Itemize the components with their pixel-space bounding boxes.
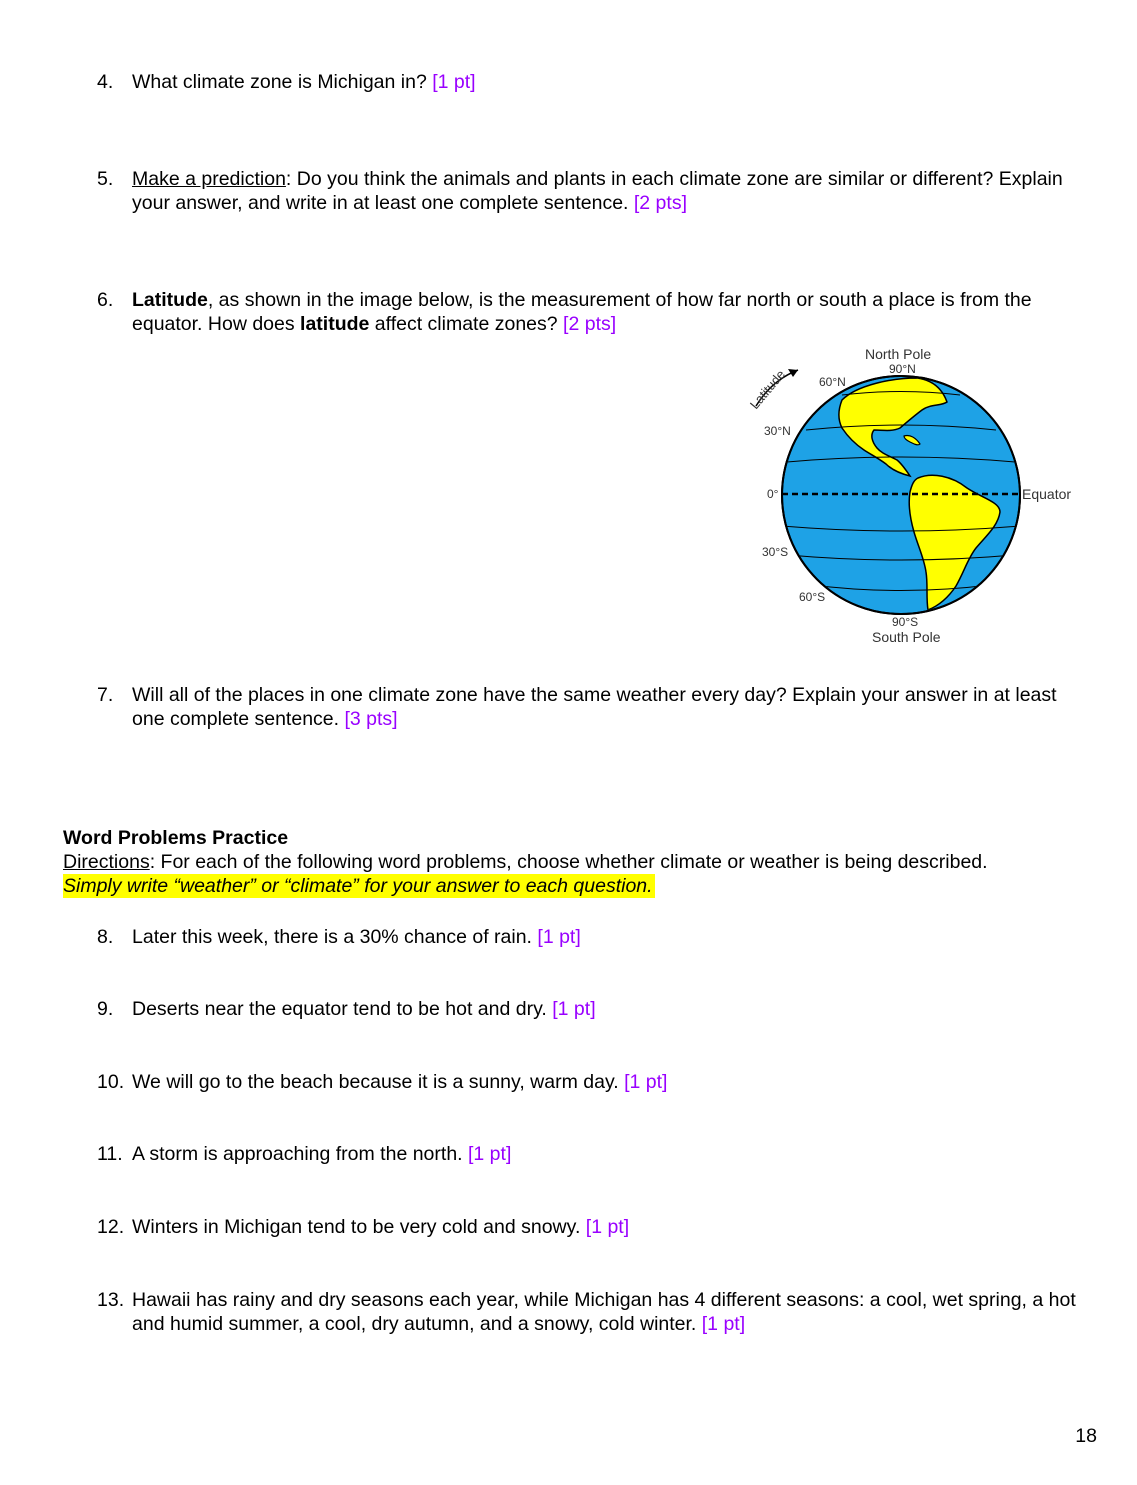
question-number: 12.	[97, 1216, 125, 1238]
label-30n: 30°N	[764, 424, 791, 438]
question-11	[97, 1142, 1087, 1166]
points-label: [1 pt]	[585, 1216, 630, 1238]
question-text: Hawaii has rainy and dry seasons each year, while Michigan has 4 different seasons: a cool, wet spring, a hot and humid summer, a cool, dry autumn, and a snowy, cold winter.	[132, 1289, 1076, 1335]
points-label: [2 pts]	[633, 192, 687, 214]
directions	[63, 850, 1103, 874]
points-label: [1 pt]	[552, 998, 596, 1020]
page-number: 18	[1075, 1425, 1097, 1447]
question-number: 8.	[97, 926, 114, 948]
question-number: 6.	[97, 289, 114, 311]
question-text: Will all of the places in one climate zone have the same weather every day? Explain your answer in at least one complete sentence.	[132, 684, 1057, 730]
question-text: Winters in Michigan tend to be very cold and snowy.	[132, 1216, 581, 1238]
label-30s: 30°S	[762, 545, 789, 559]
question-text: , as shown in the image below, is the measurement of how far north or south a place is from the equator. How does	[132, 289, 1032, 335]
question-text: : Do you think the animals and plants in each climate zone are similar or different? Explain your answer, and write in at least one complete sentence.	[132, 168, 1063, 214]
label-60s: 60°S	[799, 590, 826, 604]
question-text: A storm is approaching from the north.	[132, 1143, 463, 1165]
label-0: 0°	[767, 487, 779, 501]
label-90s: 90°S	[892, 615, 919, 629]
points-label: [2 pts]	[563, 313, 617, 335]
question-6	[97, 288, 1087, 336]
question-4	[97, 70, 1087, 94]
points-label: [1 pt]	[701, 1313, 746, 1335]
question-5	[97, 167, 1087, 215]
directions-label: Directions	[63, 851, 150, 873]
question-10	[97, 1070, 1087, 1094]
term-latitude: Latitude	[132, 289, 208, 311]
question-13	[97, 1288, 1087, 1336]
prompt-label: Make a prediction	[132, 168, 286, 190]
term-latitude: latitude	[300, 313, 370, 335]
south-pole-label: South Pole	[872, 629, 941, 645]
section-heading: Word Problems Practice	[63, 827, 289, 849]
question-8	[97, 925, 1087, 949]
directions-text: : For each of the following word problems, choose whether climate or weather is being described.	[149, 851, 988, 873]
points-label: [1 pt]	[624, 1071, 668, 1093]
question-text: Deserts near the equator tend to be hot and dry.	[132, 998, 547, 1020]
question-number: 5.	[97, 168, 114, 190]
question-number: 4.	[97, 71, 114, 93]
points-label: [1 pt]	[468, 1143, 512, 1165]
question-12	[97, 1215, 1087, 1239]
question-number: 9.	[97, 998, 114, 1020]
points-label: [1 pt]	[537, 926, 581, 948]
highlighted-instruction: Simply write “weather” or “climate” for your answer to each question.	[63, 875, 653, 897]
equator-label: Equator	[1022, 486, 1072, 502]
question-number: 11.	[97, 1143, 123, 1165]
question-number: 7.	[97, 684, 114, 706]
question-9	[97, 997, 1087, 1021]
question-number: 10.	[97, 1071, 125, 1093]
question-text: affect climate zones?	[369, 313, 558, 335]
question-number: 13.	[97, 1289, 125, 1311]
points-label: [1 pt]	[432, 71, 476, 93]
label-60n: 60°N	[819, 375, 846, 389]
question-text: What climate zone is Michigan in?	[132, 71, 427, 93]
latitude-axis-label: Latitude	[746, 366, 789, 412]
label-90n: 90°N	[889, 362, 916, 376]
question-7	[97, 683, 1087, 731]
points-label: [3 pts]	[344, 708, 398, 730]
question-text: We will go to the beach because it is a sunny, warm day.	[132, 1071, 619, 1093]
question-text: Later this week, there is a 30% chance of rain.	[132, 926, 532, 948]
latitude-globe-diagram	[742, 340, 1087, 655]
north-pole-label: North Pole	[865, 346, 932, 362]
